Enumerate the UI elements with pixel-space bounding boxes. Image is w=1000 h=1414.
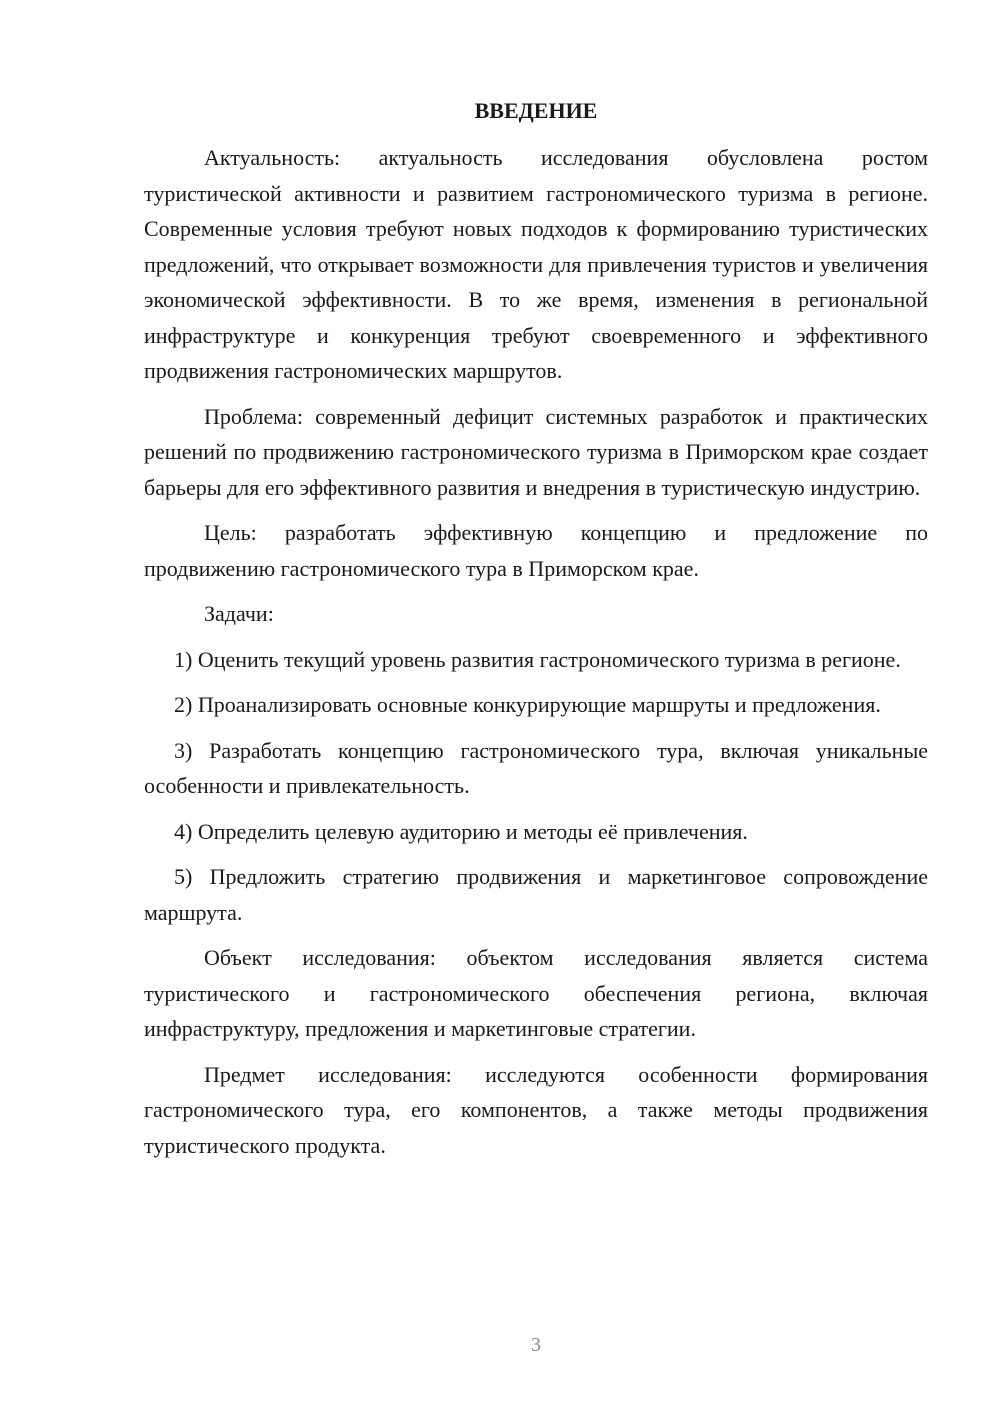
paragraph-subject: Предмет исследования: исследуются особенности формирования гастрономического тура, его компонентов, а также методы продвижения туристического продукта.: [144, 1061, 928, 1158]
document-page: [144, 96, 928, 1173]
task-item-5: 5) Предложить стратегию продвижения и маркетинговое сопровождение маршрута.: [144, 864, 928, 925]
task-item-2: 2) Проанализировать основные конкурирующие маршруты и предложения.: [174, 692, 881, 717]
task-item-3: 3) Разработать концепцию гастрономического тура, включая уникальные особенности и привлекательность.: [144, 737, 928, 798]
tasks-heading: Задачи:: [204, 601, 274, 626]
section-title: ВВЕДЕНИЕ: [474, 98, 598, 123]
page-number: 3: [531, 1334, 541, 1356]
paragraph-relevance: Актуальность: актуальность исследования обусловлена ростом туристической активности и развитием гастрономического туризма в регионе. Современные условия требуют новых подходов к формированию туристических предложений, что открывает возможности для привлечения туристов и увеличения экономической эффективности. В то же время, изменения в региональной инфраструктуре и конкуренция требуют своевременного и эффективного продвижения гастрономических маршрутов.: [144, 145, 928, 383]
task-item-4: 4) Определить целевую аудиторию и методы её привлечения.: [174, 818, 748, 844]
paragraph-goal: Цель: разработать эффективную концепцию и предложение по продвижению гастрономического тура в Приморском крае.: [144, 520, 928, 581]
paragraph-object: Объект исследования: объектом исследования является система туристического и гастрономического обеспечения региона, включая инфраструктуру, предложения и маркетинговые стратегии.: [144, 945, 928, 1041]
paragraph-problem: Проблема: современный дефицит системных разработок и практических решений по продвижению гастрономического туризма в Приморском крае создает барьеры для его эффективного развития и внедрения в туристическую индустрию.: [144, 403, 928, 500]
task-item-1: 1) Оценить текущий уровень развития гастрономического туризма в регионе.: [174, 646, 901, 672]
